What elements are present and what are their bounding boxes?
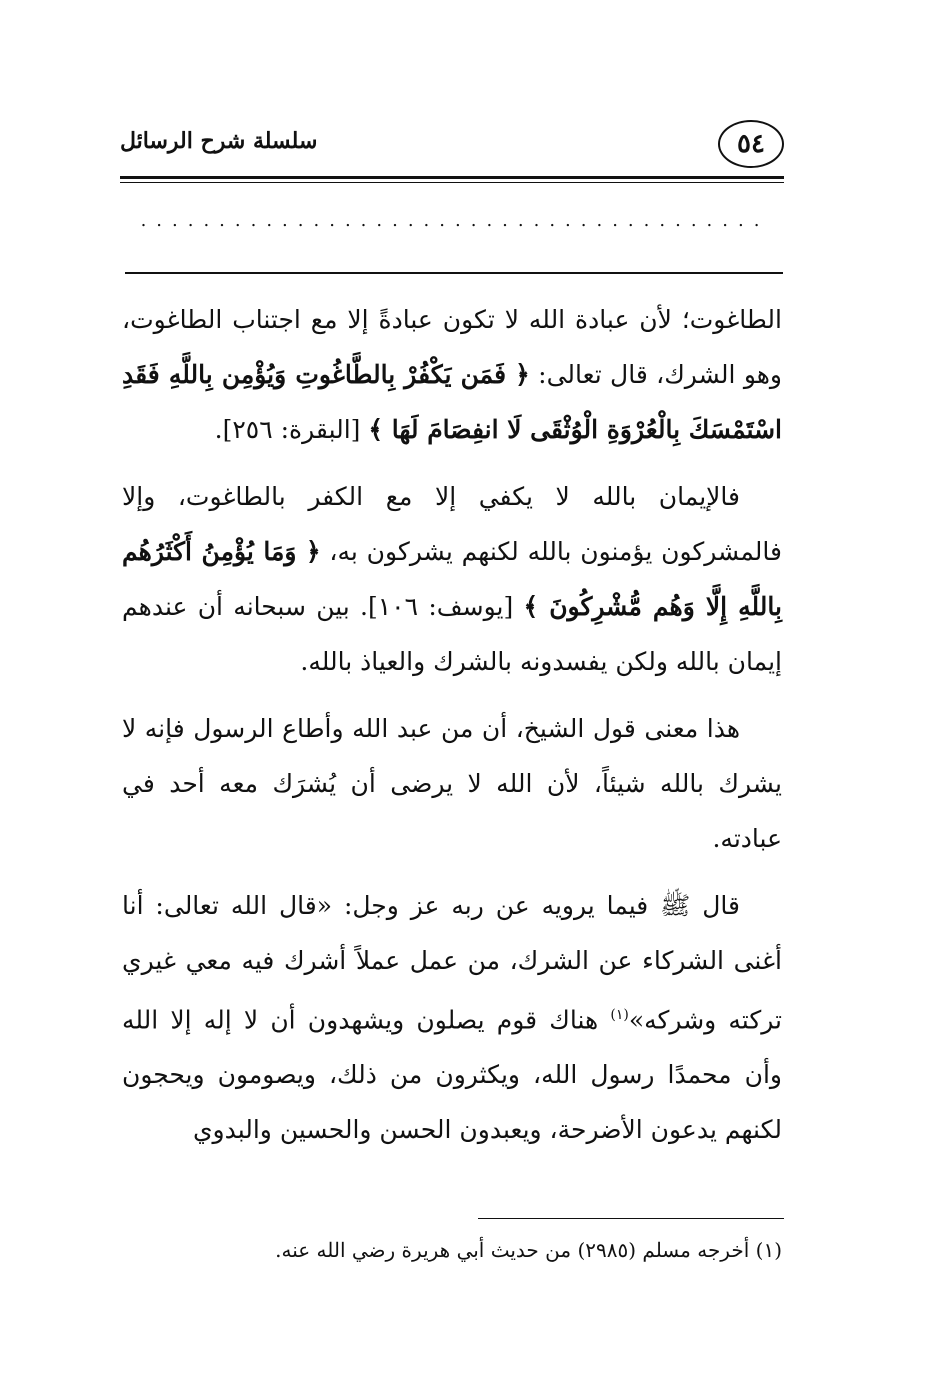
paragraph-text: الطاغوت؛ لأن عبادة الله لا تكون عبادةً إلا مع اجتناب الطاغوت، وهو الشرك، قال تعالى: <box>122 305 782 389</box>
verse-reference: [البقرة: ٢٥٦]. <box>214 415 369 444</box>
paragraph <box>122 469 782 689</box>
page-number <box>718 120 784 168</box>
paragraph-text: فالإيمان بالله لا يكفي إلا مع الكفر بالطاغوت، وإلا فالمشركون يؤمنون بالله لكنهم يشركون به، <box>122 482 782 566</box>
ellipsis-dots: ........................................ <box>140 210 770 230</box>
page-number-text: ٥٤ <box>737 129 765 159</box>
header-rule-thick <box>120 176 784 179</box>
paragraph <box>122 701 782 866</box>
footnote: (١) أخرجه مسلم (٢٩٨٥) من حديث أبي هريرة رضي الله عنه. <box>275 1238 782 1262</box>
header-rule-thin <box>120 182 784 183</box>
paragraph-text: [يوسف: ١٠٦]. بين سبحانه أن عندهم إيمان بالله ولكن يفسدونه بالشرك والعياذ بالله. <box>122 592 782 676</box>
running-header-title: سلسلة شرح الرسائل <box>120 128 318 154</box>
paragraph-text: هذا معنى قول الشيخ، أن من عبد الله وأطاع الرسول فإنه لا يشرك بالله شيئاً، لأن الله لا يرضى أن يُشرَك معه أحد في عبادته. <box>122 714 782 853</box>
paragraph <box>122 878 782 1157</box>
paragraph-text: قال ﷺ فيما يرويه عن ربه عز وجل: «قال الله تعالى: أنا أغنى الشركاء عن الشرك، من عمل عملاً أشرك فيه معي غيري تركته وشركه» <box>122 891 783 1035</box>
body-text <box>122 292 782 1157</box>
quran-verse: ﴿ فَمَن يَكْفُرْ بِالطَّاغُوتِ وَيُؤْمِن بِاللَّهِ فَقَدِ اسْتَمْسَكَ بِالْعُرْوَةِ الْوُثْقَى لَا انفِصَامَ لَهَا ﴾ <box>122 360 782 444</box>
section-rule <box>125 272 783 274</box>
footnote-rule <box>478 1218 784 1219</box>
paragraph-text: هناك قوم يصلون ويشهدون أن لا إله إلا الله وأن محمدًا رسول الله، ويكثرون من ذلك، ويصومون ويحجون لكنهم يدعون الأضرحة، ويعبدون الحسن والحسين والبدوي <box>122 1005 782 1145</box>
paragraph <box>122 292 782 457</box>
footnote-marker: (١) <box>610 1007 629 1023</box>
quran-verse: ﴿ وَمَا يُؤْمِنُ أَكْثَرُهُم بِاللَّهِ إِلَّا وَهُم مُّشْرِكُونَ ﴾ <box>122 537 782 621</box>
